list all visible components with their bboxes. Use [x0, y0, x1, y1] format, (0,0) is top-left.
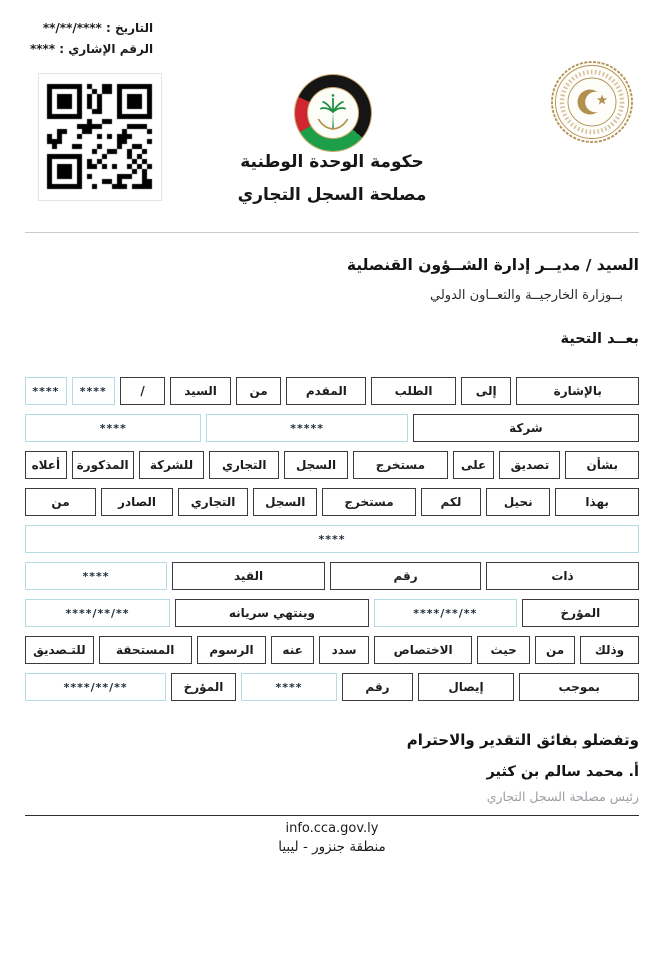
closing-regards: وتفضلو بفائق التقدير والاحترام [406, 731, 639, 749]
form-label-cell: إيصال [418, 673, 515, 701]
form-label-cell: بموجب [519, 673, 639, 701]
form-label-cell: وذلك [580, 636, 639, 664]
form-input-cell[interactable]: ****/**/** [25, 599, 170, 627]
form-label-cell: المؤرخ [171, 673, 235, 701]
form-label-cell: للتـصديق [25, 636, 94, 664]
form-label-cell: حيث [477, 636, 530, 664]
form-row [25, 636, 639, 664]
form-label-cell: الطلب [371, 377, 456, 405]
org-titles [0, 146, 664, 212]
form-label-cell: بشأن [565, 451, 639, 479]
form-label-cell: شركة [413, 414, 639, 442]
form-label-cell: بالإشارة [516, 377, 639, 405]
form-input-cell[interactable]: ****/**/** [374, 599, 517, 627]
form-label-cell: المذكورة [72, 451, 134, 479]
signatory-title: رئيس مصلحة السجل التجاري [486, 789, 639, 804]
ref-label: الرقم الإشاري : [59, 42, 154, 56]
form-label-cell: على [453, 451, 495, 479]
form-label-cell: من [25, 488, 96, 516]
form-input-cell[interactable]: **** [25, 377, 67, 405]
form-label-cell: ذات [486, 562, 639, 590]
form-label-cell: إلى [461, 377, 512, 405]
crescent-star-seal [550, 60, 634, 144]
form-row [25, 525, 639, 553]
form-label-cell: المقدم [286, 377, 366, 405]
footer-domain: info.cca.gov.ly [285, 821, 379, 836]
form-input-cell[interactable]: **** [72, 377, 115, 405]
form-label-cell: وينتهي سريانه [175, 599, 369, 627]
date-line [30, 18, 153, 39]
official-seal-icon [550, 60, 634, 144]
form-label-cell: السجل [284, 451, 348, 479]
authority-title: مصلحة السجل التجاري [237, 185, 427, 205]
footer-location: منطقة جنزور - ليبيا [278, 839, 386, 855]
emblem-inner [308, 88, 358, 138]
header-dates [30, 18, 153, 60]
form-label-cell: عنه [271, 636, 314, 664]
letter-content [25, 240, 639, 855]
form-label-cell: / [120, 377, 166, 405]
footer [25, 821, 639, 855]
form-row [25, 414, 639, 442]
ref-value: **** [30, 42, 56, 56]
form-input-cell[interactable]: **** [25, 525, 639, 553]
form-label-cell: مستخرج [353, 451, 448, 479]
form-row [25, 673, 639, 701]
footer-divider [25, 815, 639, 816]
form-label-cell: السجل [253, 488, 317, 516]
form-input-cell[interactable]: **** [25, 414, 201, 442]
form-label-cell: القيد [172, 562, 325, 590]
form-label-cell: التجاري [209, 451, 279, 479]
form-table [25, 377, 639, 701]
form-label-cell: السيد [170, 377, 230, 405]
form-input-cell[interactable]: ***** [206, 414, 407, 442]
government-title: حكومة الوحدة الوطنية [240, 152, 424, 172]
form-row [25, 562, 639, 590]
form-label-cell: الرسوم [197, 636, 267, 664]
form-label-cell: المؤرخ [522, 599, 639, 627]
form-label-cell: رقم [330, 562, 481, 590]
header-divider [25, 232, 639, 233]
form-label-cell: من [236, 377, 282, 405]
form-label-cell: مستخرج [322, 488, 415, 516]
form-label-cell: تصديق [499, 451, 560, 479]
form-label-cell: رقم [342, 673, 412, 701]
form-label-cell: سدد [319, 636, 369, 664]
palm-tree-icon [311, 91, 355, 135]
signatory-name: أ. محمد سالم بن كثير [486, 764, 639, 780]
form-row [25, 599, 639, 627]
form-label-cell: للشركة [139, 451, 205, 479]
form-input-cell[interactable]: **** [25, 562, 167, 590]
addressee-line: السيد / مديــر إدارة الشــؤون القنصلية [346, 256, 639, 274]
form-row [25, 377, 639, 405]
form-label-cell: بهذا [555, 488, 639, 516]
form-label-cell: الاختصاص [374, 636, 472, 664]
date-value: **/**/**** [42, 21, 102, 35]
date-label: التاريخ : [106, 21, 154, 35]
form-row [25, 451, 639, 479]
form-row [25, 488, 639, 516]
addressee-ministry: بــوزارة الخارجيــة والتعــاون الدولي [430, 288, 623, 303]
form-label-cell: المستحقة [99, 636, 192, 664]
form-label-cell: التجاري [178, 488, 248, 516]
form-label-cell: نحيل [486, 488, 550, 516]
salutation: بعــد التحية [560, 331, 639, 347]
form-label-cell: لكم [421, 488, 481, 516]
form-label-cell: أعلاه [25, 451, 67, 479]
ref-line [30, 39, 153, 60]
form-input-cell[interactable]: **** [241, 673, 338, 701]
form-label-cell: الصادر [101, 488, 173, 516]
form-label-cell: من [535, 636, 575, 664]
government-emblem-icon [295, 75, 371, 151]
form-input-cell[interactable]: ****/**/** [25, 673, 166, 701]
